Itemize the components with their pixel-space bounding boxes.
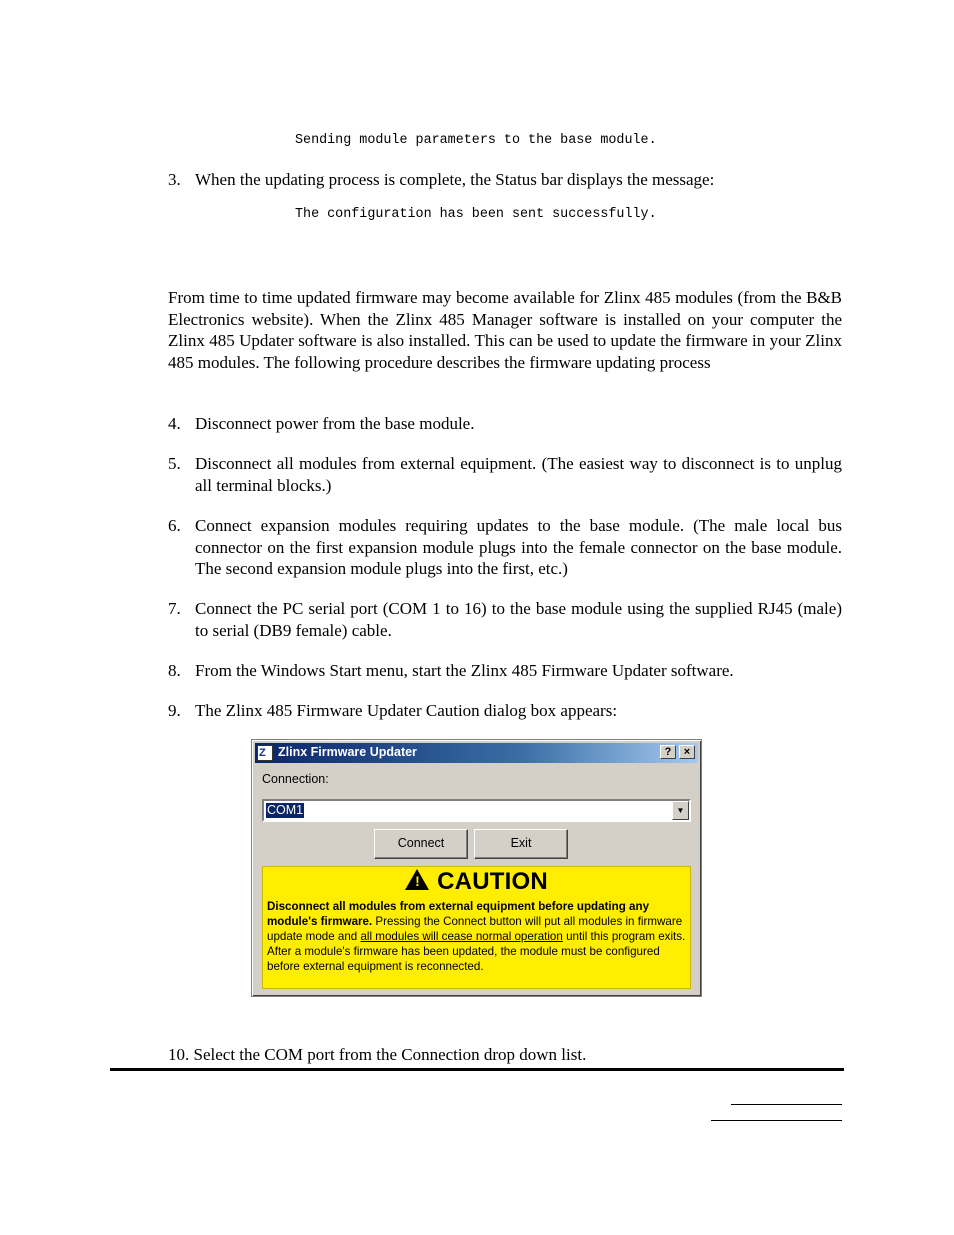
step-7 — [168, 598, 842, 641]
step-number: 8. — [168, 661, 181, 680]
firmware-updater-dialog — [251, 739, 702, 997]
step-8 — [168, 660, 842, 682]
status-message-sending: Sending module parameters to the base module. — [295, 133, 657, 148]
footer-line — [711, 1120, 842, 1121]
step-4 — [168, 413, 842, 435]
step-text: Disconnect power from the base module. — [195, 414, 475, 433]
caution-underlined-text: all modules will cease normal operation — [360, 930, 563, 943]
footer-line — [731, 1104, 842, 1105]
dialog-titlebar — [255, 743, 698, 763]
step-number: 6. — [168, 516, 181, 535]
caution-heading — [263, 868, 690, 896]
caution-text — [267, 899, 691, 974]
dropdown-arrow-icon[interactable]: ▼ — [672, 801, 689, 820]
step-6 — [168, 515, 842, 580]
step-number: 4. — [168, 414, 181, 433]
help-button[interactable]: ? — [660, 745, 676, 759]
app-icon: Z — [257, 745, 273, 761]
connection-value: COM1 — [267, 803, 304, 817]
connect-button[interactable]: Connect — [374, 829, 468, 859]
caution-panel — [262, 866, 691, 989]
caution-bold-text: Disconnect all modules from external equipment before updating any module's firmware. — [267, 900, 650, 928]
step-text: Disconnect all modules from external equipment. (The easiest way to disconnect is to unplug all terminal blocks.) — [195, 454, 842, 495]
caution-text-part: Pressing the Connect button will put all modules in firmware update mode and — [267, 915, 683, 943]
caution-text-part: until this program exits. After a module's firmware has been updated, the module must be configured before external equipment is reconnected. — [267, 930, 686, 973]
step-text: From the Windows Start menu, start the Zlinx 485 Firmware Updater software. — [195, 661, 734, 680]
close-button[interactable]: × — [679, 745, 695, 759]
step-10: 10. Select the COM port from the Connection drop down list. — [168, 1045, 587, 1064]
step-text: Connect expansion modules requiring updates to the base module. (The male local bus connector on the first expansion module plugs into the female connector on the base module. The second expansion module plugs into the first, etc.) — [195, 516, 842, 578]
footer-rule — [110, 1068, 844, 1071]
step-number: 3. — [168, 170, 181, 189]
intro-paragraph: From time to time updated firmware may become available for Zlinx 485 modules (from the B&B Electronics website). When the Zlinx 485 Manager software is installed on your computer the Zlinx 485 Updater software is also installed. This can be used to update the firmware in your Zlinx 485 modules. The following procedure describes the firmware updating process — [168, 288, 842, 372]
step-5 — [168, 453, 842, 496]
step-number: 9. — [168, 701, 181, 720]
caution-title: CAUTION — [437, 868, 548, 895]
step-text: Connect the PC serial port (COM 1 to 16) to the base module using the supplied RJ45 (male) to serial (DB9 female) cable. — [195, 599, 842, 640]
step-9 — [168, 700, 842, 722]
connection-select[interactable] — [262, 799, 691, 822]
exit-button[interactable]: Exit — [474, 829, 568, 859]
dialog-title: Zlinx Firmware Updater — [278, 745, 417, 759]
step-text: When the updating process is complete, the Status bar displays the message: — [195, 170, 715, 189]
status-message-success: The configuration has been sent successfully. — [295, 207, 657, 222]
step-text: The Zlinx 485 Firmware Updater Caution dialog box appears: — [195, 701, 618, 720]
connection-label: Connection: — [262, 772, 329, 786]
step-number: 7. — [168, 599, 181, 618]
warning-icon: ! — [405, 869, 429, 890]
step-3 — [168, 169, 842, 191]
step-number: 5. — [168, 454, 181, 473]
